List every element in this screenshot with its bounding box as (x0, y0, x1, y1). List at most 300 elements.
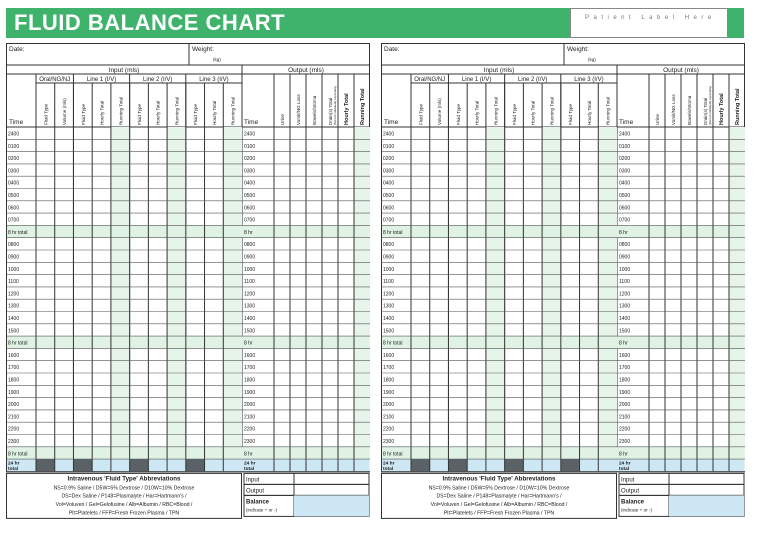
output-cell[interactable] (274, 410, 290, 422)
input-cell[interactable] (598, 127, 617, 139)
output-cell[interactable] (274, 361, 290, 373)
input-cell[interactable] (523, 348, 542, 360)
output-cell[interactable] (322, 299, 338, 311)
input-cell[interactable] (542, 201, 561, 213)
output-cell[interactable] (729, 176, 745, 188)
input-cell[interactable] (130, 398, 149, 410)
output-cell[interactable] (274, 213, 290, 225)
output-cell[interactable] (322, 127, 338, 139)
input-cell[interactable] (505, 287, 524, 299)
input-cell[interactable] (448, 238, 467, 250)
input-cell[interactable] (411, 139, 430, 151)
input-cell[interactable] (523, 250, 542, 262)
output-cell[interactable] (681, 398, 697, 410)
output-cell[interactable] (306, 299, 322, 311)
input-cell[interactable] (505, 324, 524, 336)
input-cell[interactable] (561, 324, 580, 336)
input-cell[interactable] (167, 213, 186, 225)
input-cell[interactable] (205, 435, 224, 447)
input-cell[interactable] (167, 189, 186, 201)
input-cell[interactable] (130, 361, 149, 373)
output-cell[interactable] (681, 164, 697, 176)
output-cell[interactable] (681, 385, 697, 397)
output-cell[interactable] (649, 348, 665, 360)
output-cell[interactable] (338, 312, 354, 324)
input-cell[interactable] (561, 139, 580, 151)
input-cell[interactable] (111, 275, 130, 287)
input-cell[interactable] (486, 164, 505, 176)
output-cell[interactable] (681, 201, 697, 213)
output-cell[interactable] (354, 287, 370, 299)
input-cell[interactable] (561, 213, 580, 225)
output-cell[interactable] (354, 152, 370, 164)
input-cell[interactable] (598, 299, 617, 311)
input-cell[interactable] (36, 238, 55, 250)
input-cell[interactable] (505, 139, 524, 151)
output-cell[interactable] (697, 373, 713, 385)
input-cell[interactable] (55, 152, 74, 164)
input-cell[interactable] (73, 176, 92, 188)
input-cell[interactable] (73, 164, 92, 176)
output-cell[interactable] (649, 373, 665, 385)
input-cell[interactable] (92, 373, 111, 385)
input-cell[interactable] (130, 201, 149, 213)
input-cell[interactable] (467, 275, 486, 287)
input-cell[interactable] (448, 127, 467, 139)
patient-label-box[interactable] (570, 8, 728, 38)
output-cell[interactable] (665, 238, 681, 250)
output-cell[interactable] (290, 312, 306, 324)
output-cell[interactable] (338, 164, 354, 176)
output-cell[interactable] (729, 262, 745, 274)
input-cell[interactable] (580, 287, 599, 299)
output-cell[interactable] (697, 139, 713, 151)
output-cell[interactable] (729, 250, 745, 262)
input-cell[interactable] (561, 299, 580, 311)
input-cell[interactable] (580, 299, 599, 311)
output-cell[interactable] (290, 262, 306, 274)
output-cell[interactable] (665, 299, 681, 311)
input-cell[interactable] (448, 250, 467, 262)
input-cell[interactable] (73, 324, 92, 336)
input-cell[interactable] (542, 139, 561, 151)
input-cell[interactable] (73, 189, 92, 201)
output-cell[interactable] (649, 176, 665, 188)
input-cell[interactable] (223, 361, 242, 373)
input-cell[interactable] (523, 410, 542, 422)
input-cell[interactable] (505, 176, 524, 188)
date-field[interactable] (411, 44, 561, 64)
output-cell[interactable] (354, 361, 370, 373)
input-cell[interactable] (505, 164, 524, 176)
input-cell[interactable] (505, 435, 524, 447)
input-cell[interactable] (223, 164, 242, 176)
input-cell[interactable] (505, 127, 524, 139)
input-cell[interactable] (598, 324, 617, 336)
output-cell[interactable] (322, 373, 338, 385)
input-cell[interactable] (486, 398, 505, 410)
input-cell[interactable] (598, 164, 617, 176)
input-cell[interactable] (205, 287, 224, 299)
input-cell[interactable] (92, 127, 111, 139)
input-cell[interactable] (55, 385, 74, 397)
output-cell[interactable] (354, 189, 370, 201)
input-cell[interactable] (223, 324, 242, 336)
output-cell[interactable] (729, 312, 745, 324)
input-cell[interactable] (598, 250, 617, 262)
input-cell[interactable] (167, 348, 186, 360)
input-cell[interactable] (430, 164, 449, 176)
output-cell[interactable] (322, 176, 338, 188)
input-cell[interactable] (111, 348, 130, 360)
input-cell[interactable] (430, 189, 449, 201)
output-cell[interactable] (290, 127, 306, 139)
input-cell[interactable] (542, 262, 561, 274)
output-cell[interactable] (290, 373, 306, 385)
output-cell[interactable] (290, 299, 306, 311)
output-cell[interactable] (306, 189, 322, 201)
input-cell[interactable] (561, 176, 580, 188)
input-cell[interactable] (598, 152, 617, 164)
input-cell[interactable] (448, 275, 467, 287)
input-cell[interactable] (448, 176, 467, 188)
input-cell[interactable] (186, 275, 205, 287)
input-cell[interactable] (111, 361, 130, 373)
input-cell[interactable] (205, 213, 224, 225)
output-cell[interactable] (649, 275, 665, 287)
input-cell[interactable] (36, 435, 55, 447)
output-cell[interactable] (665, 324, 681, 336)
input-cell[interactable] (486, 262, 505, 274)
input-cell[interactable] (561, 201, 580, 213)
output-cell[interactable] (290, 176, 306, 188)
input-cell[interactable] (92, 176, 111, 188)
input-cell[interactable] (36, 213, 55, 225)
input-cell[interactable] (467, 348, 486, 360)
output-cell[interactable] (729, 324, 745, 336)
input-cell[interactable] (186, 287, 205, 299)
input-cell[interactable] (430, 348, 449, 360)
input-cell[interactable] (130, 275, 149, 287)
input-cell[interactable] (411, 201, 430, 213)
input-cell[interactable] (561, 373, 580, 385)
input-cell[interactable] (186, 213, 205, 225)
output-cell[interactable] (713, 287, 729, 299)
output-cell[interactable] (713, 189, 729, 201)
input-cell[interactable] (73, 139, 92, 151)
output-cell[interactable] (649, 213, 665, 225)
input-cell[interactable] (111, 238, 130, 250)
output-cell[interactable] (729, 299, 745, 311)
output-cell[interactable] (338, 250, 354, 262)
output-cell[interactable] (697, 361, 713, 373)
output-cell[interactable] (713, 385, 729, 397)
output-cell[interactable] (322, 152, 338, 164)
output-cell[interactable] (354, 435, 370, 447)
output-cell[interactable] (713, 398, 729, 410)
output-cell[interactable] (665, 361, 681, 373)
input-cell[interactable] (523, 176, 542, 188)
output-cell[interactable] (713, 152, 729, 164)
input-cell[interactable] (36, 299, 55, 311)
input-cell[interactable] (448, 189, 467, 201)
input-cell[interactable] (505, 398, 524, 410)
output-cell[interactable] (649, 127, 665, 139)
output-cell[interactable] (713, 250, 729, 262)
input-cell[interactable] (598, 312, 617, 324)
input-cell[interactable] (598, 287, 617, 299)
input-cell[interactable] (561, 312, 580, 324)
output-cell[interactable] (729, 361, 745, 373)
output-cell[interactable] (306, 201, 322, 213)
input-cell[interactable] (598, 385, 617, 397)
input-cell[interactable] (598, 435, 617, 447)
input-cell[interactable] (448, 422, 467, 434)
input-cell[interactable] (580, 410, 599, 422)
summary-input-field[interactable] (294, 473, 369, 484)
output-cell[interactable] (322, 189, 338, 201)
input-cell[interactable] (448, 348, 467, 360)
input-cell[interactable] (598, 422, 617, 434)
input-cell[interactable] (561, 385, 580, 397)
output-cell[interactable] (697, 348, 713, 360)
input-cell[interactable] (411, 385, 430, 397)
input-cell[interactable] (523, 139, 542, 151)
input-cell[interactable] (55, 348, 74, 360)
input-cell[interactable] (505, 312, 524, 324)
output-cell[interactable] (274, 435, 290, 447)
input-cell[interactable] (55, 238, 74, 250)
output-cell[interactable] (338, 152, 354, 164)
output-cell[interactable] (697, 238, 713, 250)
input-cell[interactable] (73, 312, 92, 324)
output-cell[interactable] (649, 435, 665, 447)
input-cell[interactable] (448, 213, 467, 225)
input-cell[interactable] (430, 324, 449, 336)
output-cell[interactable] (338, 262, 354, 274)
input-cell[interactable] (561, 348, 580, 360)
output-cell[interactable] (338, 410, 354, 422)
input-cell[interactable] (598, 189, 617, 201)
input-cell[interactable] (486, 373, 505, 385)
input-cell[interactable] (36, 201, 55, 213)
input-cell[interactable] (55, 422, 74, 434)
output-cell[interactable] (649, 139, 665, 151)
input-cell[interactable] (486, 410, 505, 422)
output-cell[interactable] (354, 262, 370, 274)
input-cell[interactable] (186, 398, 205, 410)
input-cell[interactable] (411, 164, 430, 176)
output-cell[interactable] (649, 250, 665, 262)
input-cell[interactable] (448, 312, 467, 324)
output-cell[interactable] (290, 201, 306, 213)
input-cell[interactable] (36, 164, 55, 176)
input-cell[interactable] (148, 385, 167, 397)
input-cell[interactable] (598, 139, 617, 151)
input-cell[interactable] (542, 287, 561, 299)
output-cell[interactable] (290, 275, 306, 287)
input-cell[interactable] (167, 238, 186, 250)
input-cell[interactable] (467, 410, 486, 422)
input-cell[interactable] (523, 189, 542, 201)
output-cell[interactable] (274, 348, 290, 360)
input-cell[interactable] (92, 324, 111, 336)
input-cell[interactable] (92, 435, 111, 447)
input-cell[interactable] (167, 164, 186, 176)
output-cell[interactable] (274, 275, 290, 287)
input-cell[interactable] (111, 373, 130, 385)
input-cell[interactable] (486, 299, 505, 311)
input-cell[interactable] (73, 299, 92, 311)
input-cell[interactable] (430, 398, 449, 410)
output-cell[interactable] (697, 189, 713, 201)
input-cell[interactable] (523, 152, 542, 164)
output-cell[interactable] (290, 398, 306, 410)
output-cell[interactable] (306, 361, 322, 373)
input-cell[interactable] (92, 250, 111, 262)
output-cell[interactable] (322, 361, 338, 373)
input-cell[interactable] (542, 422, 561, 434)
input-cell[interactable] (167, 127, 186, 139)
input-cell[interactable] (186, 422, 205, 434)
output-cell[interactable] (322, 139, 338, 151)
output-cell[interactable] (306, 348, 322, 360)
input-cell[interactable] (148, 139, 167, 151)
input-cell[interactable] (186, 164, 205, 176)
input-cell[interactable] (505, 201, 524, 213)
input-cell[interactable] (598, 361, 617, 373)
input-cell[interactable] (598, 410, 617, 422)
input-cell[interactable] (148, 250, 167, 262)
output-cell[interactable] (338, 287, 354, 299)
output-cell[interactable] (713, 312, 729, 324)
output-cell[interactable] (665, 287, 681, 299)
input-cell[interactable] (580, 238, 599, 250)
output-cell[interactable] (322, 410, 338, 422)
input-cell[interactable] (467, 139, 486, 151)
input-cell[interactable] (205, 410, 224, 422)
output-cell[interactable] (274, 139, 290, 151)
input-cell[interactable] (486, 213, 505, 225)
input-cell[interactable] (36, 127, 55, 139)
output-cell[interactable] (729, 238, 745, 250)
output-cell[interactable] (729, 201, 745, 213)
input-cell[interactable] (580, 139, 599, 151)
input-cell[interactable] (542, 189, 561, 201)
input-cell[interactable] (430, 299, 449, 311)
output-cell[interactable] (649, 201, 665, 213)
output-cell[interactable] (354, 275, 370, 287)
output-cell[interactable] (697, 164, 713, 176)
output-cell[interactable] (713, 299, 729, 311)
input-cell[interactable] (411, 348, 430, 360)
input-cell[interactable] (486, 287, 505, 299)
input-cell[interactable] (186, 139, 205, 151)
output-cell[interactable] (354, 201, 370, 213)
output-cell[interactable] (681, 435, 697, 447)
input-cell[interactable] (130, 435, 149, 447)
input-cell[interactable] (186, 262, 205, 274)
output-cell[interactable] (338, 127, 354, 139)
input-cell[interactable] (523, 312, 542, 324)
input-cell[interactable] (448, 139, 467, 151)
output-cell[interactable] (729, 164, 745, 176)
input-cell[interactable] (148, 373, 167, 385)
input-cell[interactable] (186, 189, 205, 201)
output-cell[interactable] (649, 385, 665, 397)
input-cell[interactable] (542, 435, 561, 447)
output-cell[interactable] (354, 348, 370, 360)
input-cell[interactable] (36, 250, 55, 262)
input-cell[interactable] (205, 299, 224, 311)
output-cell[interactable] (697, 127, 713, 139)
input-cell[interactable] (467, 361, 486, 373)
input-cell[interactable] (167, 398, 186, 410)
input-cell[interactable] (73, 201, 92, 213)
output-cell[interactable] (665, 213, 681, 225)
input-cell[interactable] (486, 176, 505, 188)
output-cell[interactable] (665, 201, 681, 213)
input-cell[interactable] (92, 422, 111, 434)
summary-output-field[interactable] (669, 484, 744, 495)
input-cell[interactable] (486, 435, 505, 447)
output-cell[interactable] (338, 348, 354, 360)
input-cell[interactable] (167, 312, 186, 324)
input-cell[interactable] (55, 164, 74, 176)
output-cell[interactable] (338, 299, 354, 311)
input-cell[interactable] (55, 127, 74, 139)
input-cell[interactable] (130, 189, 149, 201)
input-cell[interactable] (148, 299, 167, 311)
input-cell[interactable] (523, 361, 542, 373)
output-cell[interactable] (322, 238, 338, 250)
input-cell[interactable] (92, 189, 111, 201)
output-cell[interactable] (322, 275, 338, 287)
input-cell[interactable] (523, 422, 542, 434)
input-cell[interactable] (411, 299, 430, 311)
input-cell[interactable] (580, 189, 599, 201)
input-cell[interactable] (411, 238, 430, 250)
output-cell[interactable] (338, 275, 354, 287)
input-cell[interactable] (486, 189, 505, 201)
input-cell[interactable] (486, 238, 505, 250)
output-cell[interactable] (697, 422, 713, 434)
output-cell[interactable] (729, 287, 745, 299)
input-cell[interactable] (561, 410, 580, 422)
input-cell[interactable] (36, 422, 55, 434)
input-cell[interactable] (148, 422, 167, 434)
input-cell[interactable] (92, 287, 111, 299)
input-cell[interactable] (467, 373, 486, 385)
input-cell[interactable] (167, 262, 186, 274)
input-cell[interactable] (542, 398, 561, 410)
input-cell[interactable] (430, 361, 449, 373)
input-cell[interactable] (167, 385, 186, 397)
output-cell[interactable] (274, 250, 290, 262)
input-cell[interactable] (111, 139, 130, 151)
output-cell[interactable] (290, 238, 306, 250)
input-cell[interactable] (205, 250, 224, 262)
input-cell[interactable] (467, 201, 486, 213)
input-cell[interactable] (561, 422, 580, 434)
output-cell[interactable] (697, 299, 713, 311)
input-cell[interactable] (467, 299, 486, 311)
input-cell[interactable] (223, 201, 242, 213)
output-cell[interactable] (665, 348, 681, 360)
input-cell[interactable] (486, 348, 505, 360)
input-cell[interactable] (448, 324, 467, 336)
input-cell[interactable] (148, 324, 167, 336)
